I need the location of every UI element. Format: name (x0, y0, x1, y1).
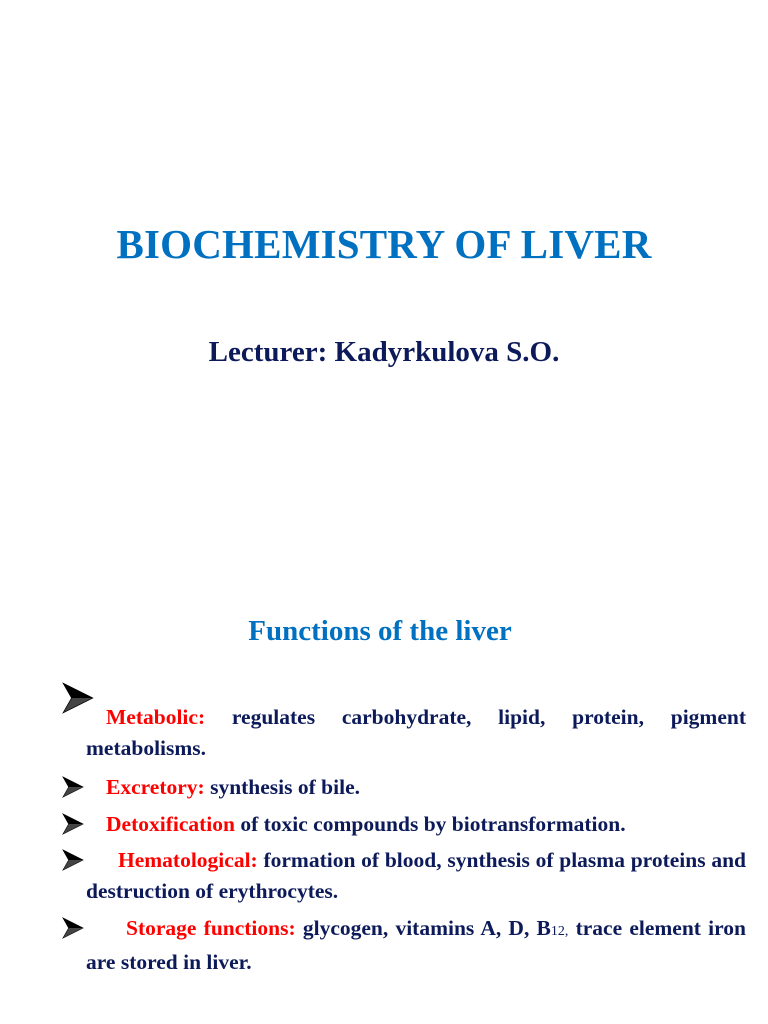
bullet-text: glycogen, vitamins A, D, B (295, 916, 551, 940)
arrowhead-bullet-icon (62, 682, 94, 714)
arrowhead-bullet-icon (62, 917, 84, 939)
bullet-text-continued: trace element iron are stored in liver. (86, 916, 746, 974)
lecturer-line: Lecturer: Kadyrkulova S.O. (208, 336, 560, 368)
functions-heading: Functions of the liver (248, 615, 512, 647)
list-item-detoxification (62, 809, 746, 840)
list-item-metabolic (62, 686, 746, 764)
bullet-label: Storage functions: (126, 916, 296, 940)
bullet-text: synthesis of bile. (204, 775, 361, 799)
arrowhead-bullet-icon (62, 849, 84, 871)
bullet-text: of toxic compounds by biotransformation. (234, 812, 626, 836)
arrowhead-bullet-icon (62, 776, 84, 798)
list-item-hematological (62, 845, 746, 907)
subscript-12: 12, (550, 924, 569, 939)
bullet-label: Hematological: (118, 848, 258, 872)
bullet-label: Detoxification (106, 812, 235, 836)
list-item-storage (62, 913, 746, 978)
functions-list (62, 686, 746, 978)
bullet-text: regulates carbohydrate, lipid, protein, pigment metabolisms. (86, 705, 746, 760)
list-item-excretory (62, 772, 746, 803)
arrowhead-bullet-icon (62, 813, 84, 835)
bullet-text: formation of blood, synthesis of plasma proteins and destruction of erythrocytes. (86, 848, 746, 903)
slide-title: BIOCHEMISTRY OF LIVER (116, 221, 652, 267)
bullet-label: Excretory: (106, 775, 205, 799)
bullet-label: Metabolic: (106, 705, 206, 729)
